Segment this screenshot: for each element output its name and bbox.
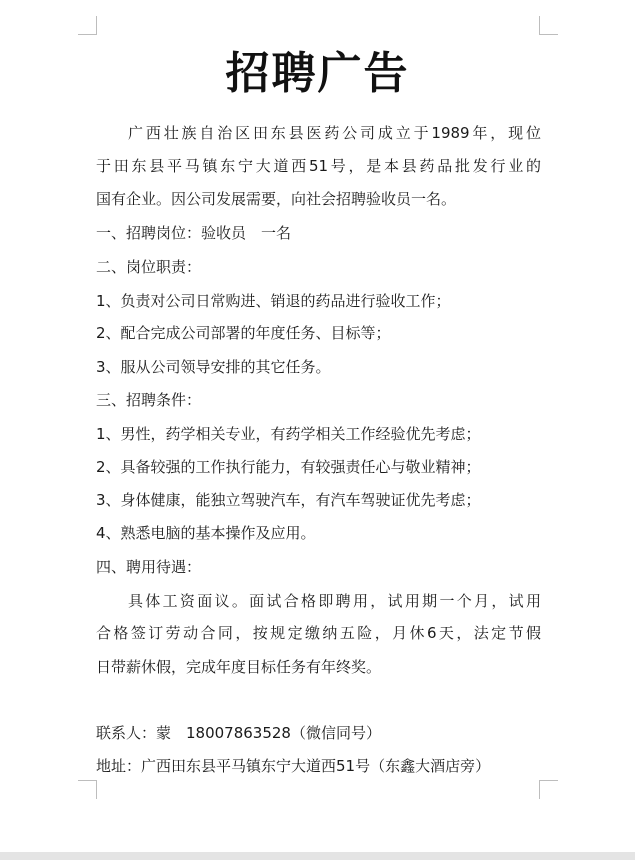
- duty-item-2: 2、配合完成公司部署的年度任务、目标等；: [96, 324, 391, 342]
- margin-mark-bottom-right: [539, 780, 558, 799]
- section-position: 一、招聘岗位：验收员 一名: [96, 224, 292, 242]
- address-line: 地址：广西田东县平马镇东宁大道西51号（东鑫大酒店旁）: [96, 757, 491, 775]
- benefits-line-3: 日带薪休假，完成年度目标任务有年终奖。: [96, 658, 382, 676]
- contact-line: 联系人：蒙 18007863528（微信同号）: [96, 724, 381, 742]
- intro-line-1: 广西壮族自治区田东县医药公司成立于1989年，现位: [128, 124, 541, 142]
- document-title: 招聘广告: [225, 48, 410, 99]
- duty-item-1: 1、负责对公司日常购进、销退的药品进行验收工作；: [96, 292, 451, 310]
- requirement-item-4: 4、熟悉电脑的基本操作及应用。: [96, 524, 316, 542]
- margin-mark-bottom-left: [78, 780, 97, 799]
- section-duties-heading: 二、岗位职责：: [96, 258, 202, 276]
- margin-mark-top-left: [78, 16, 97, 35]
- intro-line-3: 国有企业。因公司发展需要，向社会招聘验收员一名。: [96, 190, 457, 208]
- requirement-item-1: 1、男性，药学相关专业，有药学相关工作经验优先考虑；: [96, 425, 481, 443]
- section-requirements-heading: 三、招聘条件：: [96, 391, 202, 409]
- requirement-item-2: 2、具备较强的工作执行能力，有较强责任心与敬业精神；: [96, 458, 481, 476]
- duty-item-3: 3、服从公司领导安排的其它任务。: [96, 358, 331, 376]
- section-benefits-heading: 四、聘用待遇：: [96, 558, 202, 576]
- page-bottom-edge: [0, 852, 635, 860]
- benefits-line-2: 合格签订劳动合同，按规定缴纳五险，月休6天，法定节假: [96, 624, 541, 642]
- benefits-line-1: 具体工资面议。面试合格即聘用，试用期一个月，试用: [128, 592, 541, 610]
- margin-mark-top-right: [539, 16, 558, 35]
- requirement-item-3: 3、身体健康，能独立驾驶汽车，有汽车驾驶证优先考虑；: [96, 491, 481, 509]
- intro-line-2: 于田东县平马镇东宁大道西51号，是本县药品批发行业的: [96, 157, 541, 175]
